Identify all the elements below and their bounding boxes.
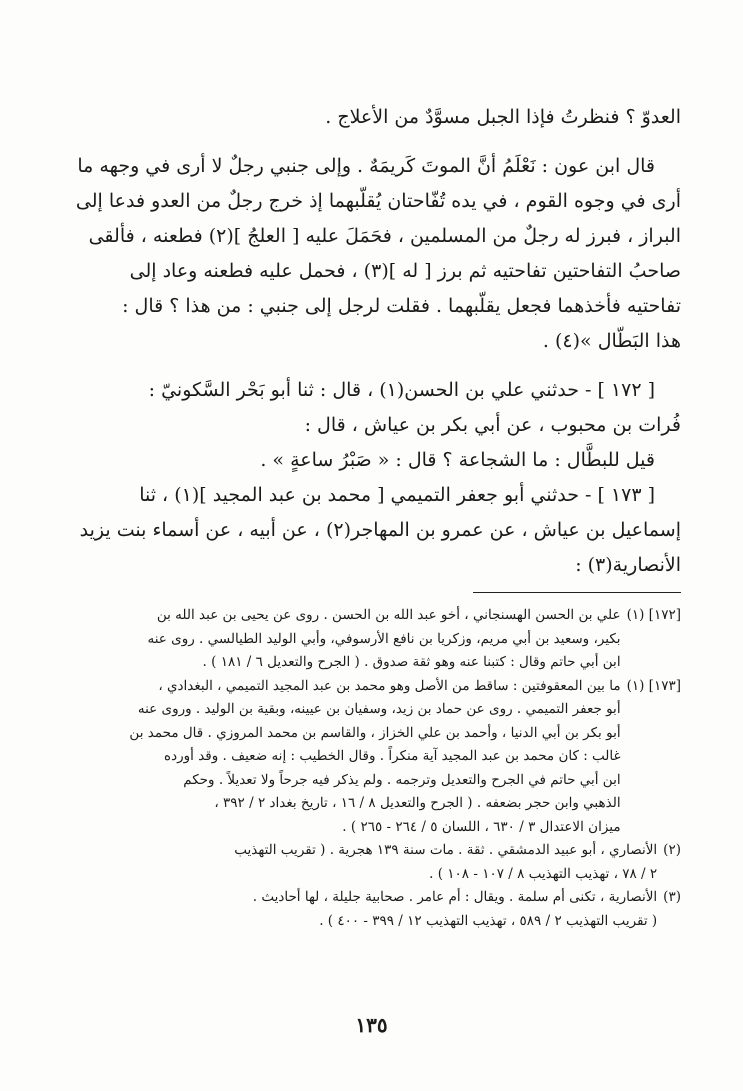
text-line: هذا البَطّال »(٤) .: [542, 330, 681, 352]
text-line: العدوّ ؟ فنظرتُ فإذا الجبل مسوَّدٌ من الأعلاج .: [325, 106, 681, 128]
footnote-line: ( تقريب التهذيب ٢ / ٥٨٩ ، تهذيب التهذيب ١٢ / ٣٩٩ - ٤٠٠ ) .: [319, 912, 658, 929]
main-text: [65, 100, 681, 583]
footnote-marker: [١٧٢] (١): [626, 607, 681, 623]
text-line: [ ١٧٣ ] - حدثني أبو جعفر التميمي [ محمد بن عبد المجيد ](١) ، ثنا: [139, 484, 655, 506]
text-line: فُرات بن محبوب ، عن أبي بكر بن عياش ، قال :: [304, 414, 681, 436]
footnote-line: علي بن الحسن الهسنجاني ، أخو عبد الله بن الحسن . روى عن يحيى بن عبد الله بن: [156, 607, 621, 623]
text-line: [ ١٧٢ ] - حدثني علي بن الحسن(١) ، قال : ثنا أبو بَحْر السَّكونيّ :: [148, 379, 655, 401]
footnote-line: الأنصارية ، تكنى أم سلمة . ويقال : أم عامر . صحابية جليلة ، لها أحاديث .: [252, 889, 658, 905]
footnote-line: أبو بكر بن أبي الدنيا ، وأحمد بن علي الخزاز ، والقاسم بن محمد المروزي . قال محمد بن: [129, 724, 621, 741]
footnote-body: [63, 604, 621, 675]
text-line: قيل للبطَّال : ما الشجاعة ؟ قال : « صَبْرُ ساعةٍ » .: [260, 449, 655, 471]
footnote-line: ابن أبي حاتم وقال : كتبنا عنه وهو ثقة صدوق . ( الجرح والتعديل ٦ / ١٨١ ) .: [202, 654, 621, 670]
footnote-line: ما بين المعقوفتين : ساقط من الأصل وهو محمد بن عبد المجيد التميمي ، البغدادي ،: [158, 677, 621, 694]
paragraph-gap: [65, 135, 681, 149]
footnote-marker: [١٧٣] (١): [626, 677, 681, 694]
paragraph-gap: [65, 359, 681, 373]
page-number: ١٣٥: [355, 1013, 388, 1037]
footnote-line: أبو جعفر التميمي . روى عن حماد بن زيد، وسفيان بن عيينه، وبقية بن الوليد . وروى عنه: [137, 701, 621, 717]
text-line: تفاحتيه فأخذهما فجعل يقلّبهما . فقلت لرجل إلى جنبي : من هذا ؟ قال :: [122, 295, 681, 317]
text-line: البراز ، فبرز له رجلٌ من المسلمين ، فحَمَلَ عليه [ العلجُ ](٢) فطعنه ، فألقى: [88, 225, 681, 247]
footnote-body: [63, 886, 657, 933]
footnote: [63, 886, 681, 933]
footnote-body: [63, 675, 621, 840]
text-line: الأنصارية(٣) :: [575, 554, 681, 576]
footnote: [63, 839, 681, 886]
footnote: [63, 604, 681, 675]
footnote: [63, 675, 681, 840]
text-line: قال ابن عون : نَعْلَمُ أنَّ الموتَ كَريمَهٌ . وإلى جنبي رجلٌ لا أرى في وجهه ما: [77, 155, 655, 177]
text-line: صاحبُ التفاحتين تفاحتيه ثم برز [ له ](٣) ، فحمل عليه فطعنه وعاد إلى: [129, 260, 681, 282]
text-line: أرى في وجوه القوم ، في يده تُفّاحتان يُقلّبهما إذ خرج رجلٌ من العدو فدعا إلى: [75, 190, 681, 212]
footnote-line: ابن أبي حاتم في الجرح والتعديل وترجمه . ولم يذكر فيه جرحاً ولا تعديلاً . وحكم: [183, 771, 621, 788]
footnote-line: غالب : كان محمد بن عبد المجيد آية منكراً . وقال الخطيب : إنه ضعيف . وقد أورده: [164, 748, 621, 764]
footnote-line: ميزان الاعتدال ٣ / ٦٣٠ ، اللسان ٥ / ٢٦٤ - ٢٦٥ ) .: [342, 818, 621, 835]
text-line: إسماعيل بن عياش ، عن عمرو بن المهاجر(٢) ، عن أبيه ، عن أسماء بنت يزيد: [79, 519, 681, 541]
footnote-marker: (٣): [663, 889, 681, 905]
footnote-separator: [473, 592, 681, 593]
footnote-marker: (٢): [663, 842, 681, 858]
footnote-line: ٢ / ٧٨ ، تهذيب التهذيب ٨ / ١٠٧ - ١٠٨ ) .: [429, 865, 658, 882]
footnote-line: بكير، وسعيد بن أبي مريم، وزكريا بن نافع الأرسوفي، وأبي الوليد الطيالسي . روى عنه: [147, 630, 621, 647]
footnote-line: الأنصاري ، أبو عبيد الدمشقي . ثقة . مات سنة ١٣٩ هجرية . ( تقريب التهذيب: [234, 842, 658, 858]
footnote-body: [63, 839, 657, 886]
footnotes: [63, 604, 681, 933]
footnote-line: الذهبي وابن حجر بضعفه . ( الجرح والتعديل ٨ / ١٦ ، تاريخ بغداد ٢ / ٣٩٢ ،: [214, 795, 621, 811]
